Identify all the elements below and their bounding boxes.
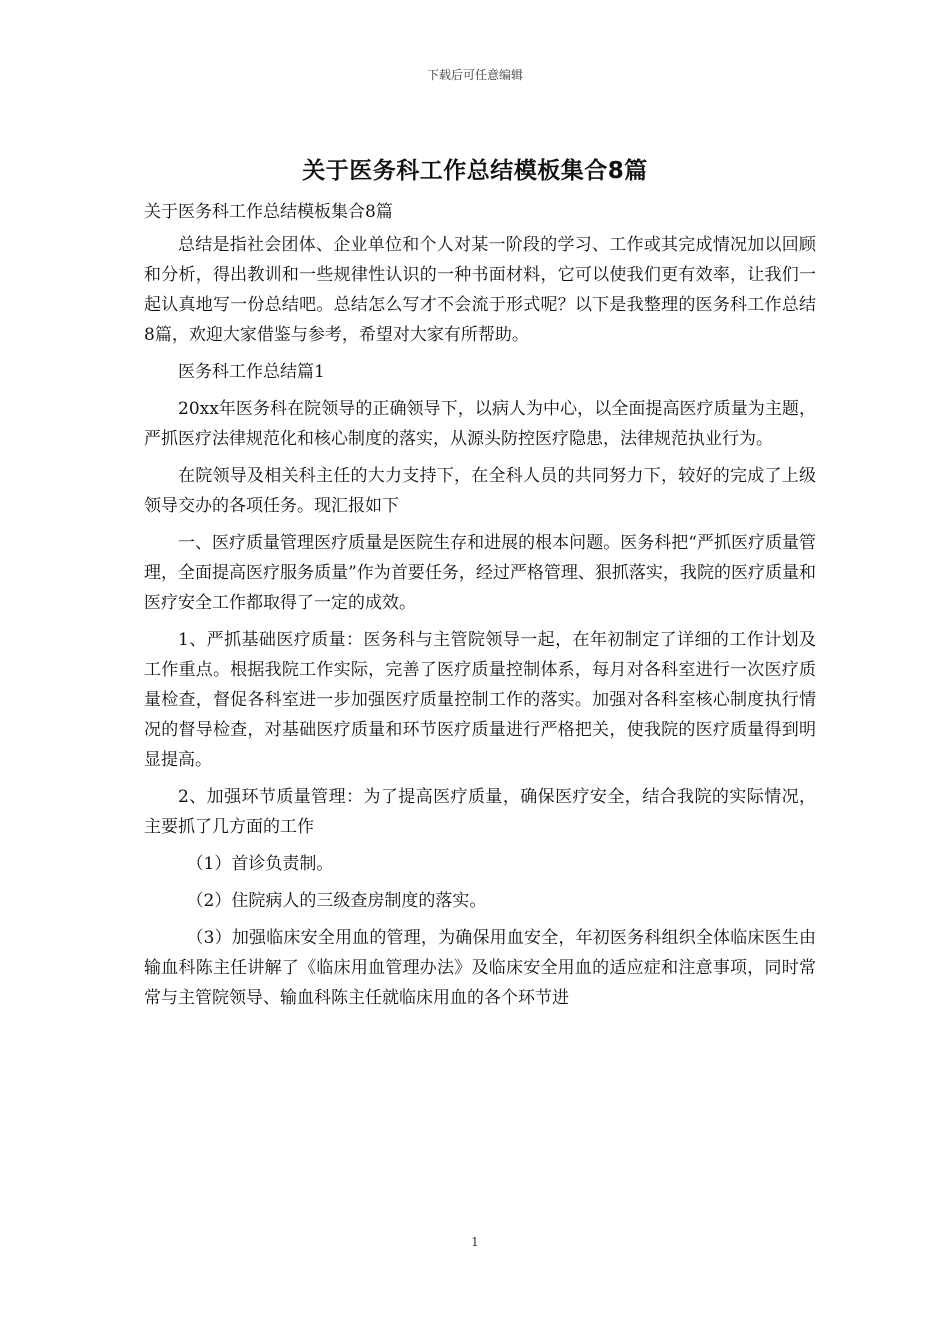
page-number: 1 bbox=[471, 1235, 479, 1249]
document-body bbox=[144, 197, 816, 1013]
document-title: 关于医务科工作总结模板集合8篇 bbox=[302, 158, 648, 184]
list-item: （1）首诊负责制。 bbox=[186, 854, 334, 874]
list-item: （2）住院病人的三级查房制度的落实。 bbox=[186, 891, 487, 911]
body-paragraph: 1、严抓基础医疗质量：医务科与主管院领导一起，在年初制定了详细的工作计划及工作重点。根据我院工作实际，完善了医疗质量控制体系，每月对各科室进行一次医疗质量检查，督促各科室进一步加强医疗质量控制工作的落实。加强对各科室核心制度执行情况的督导检查，对基础医疗质量和环节医疗质量进行严格把关，使我院的医疗质量得到明显提高。 bbox=[144, 630, 816, 770]
body-paragraph: 2、加强环节质量管理：为了提高医疗质量，确保医疗安全，结合我院的实际情况，主要抓了几方面的工作 bbox=[144, 787, 816, 837]
intro-paragraph: 总结是指社会团体、企业单位和个人对某一阶段的学习、工作或其完成情况加以回顾和分析，得出教训和一些规律性认识的一种书面材料，它可以使我们更有效率，让我们一起认真地写一份总结吧。总结怎么写才不会流于形式呢？以下是我整理的医务科工作总结8篇，欢迎大家借鉴与参考，希望对大家有所帮助。 bbox=[144, 235, 816, 345]
section-heading: 医务科工作总结篇1 bbox=[178, 362, 325, 382]
document-subtitle: 关于医务科工作总结模板集合8篇 bbox=[144, 202, 393, 222]
body-paragraph: 20xx年医务科在院领导的正确领导下，以病人为中心，以全面提高医疗质量为主题，严抓医疗法律规范化和核心制度的落实，从源头防控医疗隐患，法律规范执业行为。 bbox=[144, 399, 816, 449]
body-paragraph: 在院领导及相关科主任的大力支持下，在全科人员的共同努力下，较好的完成了上级领导交办的各项任务。现汇报如下 bbox=[144, 466, 816, 516]
list-item: （3）加强临床安全用血的管理，为确保用血安全，年初医务科组织全体临床医生由输血科陈主任讲解了《临床用血管理办法》及临床安全用血的适应症和注意事项，同时常常与主管院领导、输血科陈主任就临床用血的各个环节进 bbox=[144, 928, 816, 1008]
page-header: 下载后可任意编辑 bbox=[426, 68, 523, 82]
body-paragraph: 一、医疗质量管理医疗质量是医院生存和进展的根本问题。医务科把“严抓医疗质量管理，全面提高医疗服务质量”作为首要任务，经过严格管理、狠抓落实，我院的医疗质量和医疗安全工作都取得了一定的成效。 bbox=[144, 533, 816, 613]
